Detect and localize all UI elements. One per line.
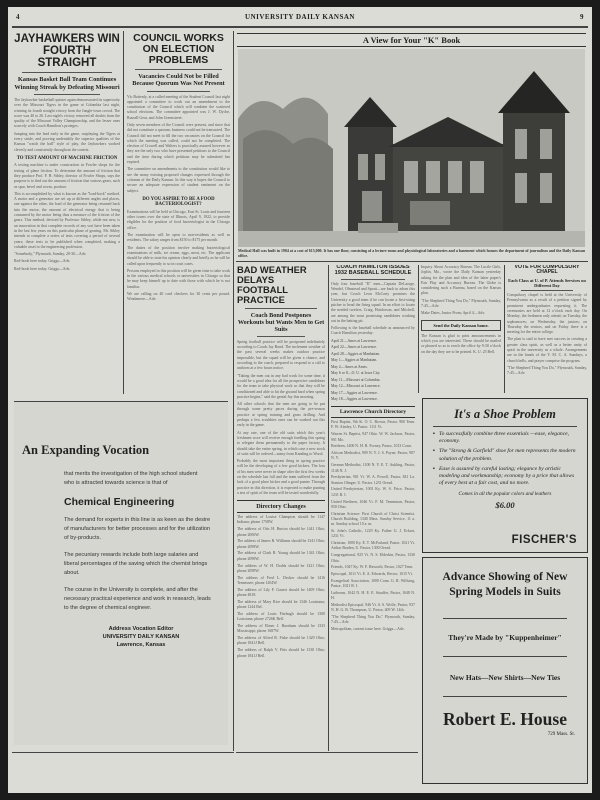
house-ad-line-1: Advance Showing of New bbox=[442, 571, 568, 583]
council-headline: COUNCIL WORKS ON ELECTION PROBLEMS bbox=[133, 33, 224, 67]
accuracy-body: Inquiry About Accuracy Bureau. The Lucile Girls, Joplin, Mo., wrote the Daily Kansan yesterday asking for the plan and idea of the latter paper's Fair Play and Accuracy Bureau. The Globe is considering such a Bureau, based on the Kansas plan. bbox=[421, 265, 501, 296]
baseball-body-1: Only four baseball "K" men—Captain DeLaorge, Wendel, Olmstead and Spratt—are back to adorn this year, but Coach Leon McCarty promises the University a good team if he can locate a first-string pitcher to head the firing squad. In an effort to locate the needed twirlers, Craig, Hutcheson, and Mitchell, are among the most promising candidates working out in the batting pit. bbox=[331, 281, 415, 323]
vocation-paragraph-2: The pecuniary rewards include both large salaries and liberal percentages of the saving which the chemist brings about. bbox=[64, 552, 208, 576]
shoe-ad bbox=[422, 398, 588, 553]
church-item: Christian, 1000 Ky. E. T. McFarland, Pastor, 1021 Vt. Arthur Braden, U. Pastor, 1300 Oread. bbox=[331, 541, 415, 551]
church-item: Evangelical Association, 1000 Conn. G. R. Willsing, Pastor, 1021 R. I. bbox=[331, 578, 415, 589]
schedule-item: May 6 or 8—O. U. at Iowa City. bbox=[331, 371, 381, 376]
jayhawkers-body-2: Jumping into the lead early in the game, outplaying the Tigers at every stride, and proving undeniably the superior qualities of the Kansas "watch the ball" style of play, the Jayhawkers worked cleverly and consistently throughout the contest. bbox=[14, 131, 120, 152]
council-deck: Vacancies Could Not be Filled Because Quorum Was Not Present bbox=[132, 73, 225, 88]
church-item: Warren St. Baptist, 947 Ohio. W. W. Jackson, Pastor, 901 Mo. bbox=[331, 432, 415, 442]
bullet-icon: ▪ bbox=[433, 465, 435, 472]
schedule-item: April 22—Ames at Lawrence. bbox=[331, 345, 377, 350]
vocation-paragraph-1: The demand for experts in this line is as keen as the desire of manufacturers for better processes and for the utilization of by-products. bbox=[64, 517, 211, 541]
football-body-5: Probably the most important thing in spring practice will be the developing of a few good kickers. The loss of his men were never in shape after the first few weeks on the schedule last fall and the team suffered from the lack of a good place kicker and a good punter. Through practice in this direction, it is expected to make punting a test of spirit of the team will be tested wonderfully. bbox=[237, 459, 325, 495]
church-directory-header: Lawrence Church Directory bbox=[331, 406, 415, 418]
directory-changes-list bbox=[237, 515, 325, 659]
bullet-icon: ▪ bbox=[433, 431, 435, 437]
medical-hall-photo bbox=[238, 49, 585, 247]
football-deck: Coach Bond Postpones Workouts but Wants Men to Get Suits bbox=[237, 311, 325, 333]
col5-ad-3: Send the Daily Kansan home. bbox=[421, 320, 501, 331]
col1-ad-2: Red-book here today. Griggs—Adv. bbox=[14, 259, 71, 264]
vocation-signature-line-1: Address Vocation Editor bbox=[108, 626, 174, 632]
shoe-ad-bullet-text: Ease is assured by careful lasting; elegance by artistic modeling and workmanship; economy by a price that allows of every best at a fair cost, and no more. bbox=[438, 465, 575, 487]
col1-ad-1: "Somebody," Plymouth, Sunday, 20-30—Adv. bbox=[14, 252, 87, 257]
directory-change-item: The address of James R. Williams should be 1341 Ohio; phone 2098W. bbox=[237, 539, 325, 549]
church-item: Episcopal, 1011 Vt. E. A. Edwards, Rector, 1015 Vt. bbox=[331, 572, 413, 577]
col6-ad: "The Shepherd Thing You Do," Plymouth, Sunday, 7:45—Adv. bbox=[507, 365, 587, 376]
masthead bbox=[8, 13, 592, 25]
church-item: German Methodist, 1100 N. Y. E. T. Aukling, Pastor, 1146 N. J. bbox=[331, 463, 415, 473]
schedule-item: May 11—Missouri at Columbia. bbox=[331, 377, 381, 382]
jayhawkers-deck: Kansas Basket Ball Team Continues Winning Streak by Defeating Missouri bbox=[14, 76, 120, 91]
col5-ad-1: "The Shepherd Thing You Do," Plymouth, Sunday, 7:45—Adv. bbox=[421, 298, 501, 309]
shoe-ad-bullet-text: The "Strong & Garfield" shoe for men represents the modern solution of the problem. bbox=[438, 448, 576, 462]
friction-body-1: A testing machine is under construction in Fowler shops for the testing of plane friction. To determine the amount of friction that they produce Prof. F. H. Sibley, director of Fowler Shops, says the purpose is to find out the amount of friction that various gears, such as spur, bevel and worm, produce. bbox=[14, 163, 120, 189]
column-accuracy bbox=[421, 265, 501, 395]
directory-change-item: The address of Clark R. Young should be 1341 Ohio; phone 2098W. bbox=[237, 551, 325, 561]
church-item: First Baptist, 9th St. O. C. Brown, Pastor. 900 Tenn. F. W. Aimley, U. Pastor. 1111 Vt. bbox=[331, 420, 415, 430]
bacteriologist-headline: DO YOU ASPIRE TO BE A FOOD BACTERIOLOGIST? bbox=[142, 196, 215, 208]
shoe-ad-bullet bbox=[433, 431, 577, 445]
shoe-ad-bullet bbox=[433, 448, 577, 462]
directory-change-item: The address of Otis H. Burton should be 1441 Ohio; phone 2006W. bbox=[237, 527, 325, 537]
chapel-body-1: Compulsory chapel is held at the University of Pennsylvania as a result of a petition signed by prominent undergraduates requesting it. The ceremonies are held at 12 o'clock each day. On Monday, the freshmen only attend; on Tuesday, the sophomores; on Wednesday, the juniors; on Thursday the seniors, and on Friday there is a meeting for the entire college. bbox=[507, 293, 587, 335]
jayhawkers-body-1: The Jayhawker basketball quintet again demonstrated its superiority over the Missouri Tigers in the game at Columbia last night, winning its fourth straight victory from the Jungle-town crowd. The score was 40 to 26. Last night's victory removed all doubts from the quality of the Missouri Valley Championship, and the lesser ones scarcely with Coach Hamilton's proteges. bbox=[14, 97, 120, 129]
schedule-item: May 12—Missouri at Lawrence. bbox=[331, 384, 381, 389]
col1-ad-3: Red-book here today. Griggs—Adv. bbox=[14, 266, 71, 271]
church-item: Presbyterian, 901 Vt. W. A. Powell, Pastor, 841 La. Stanton Olinger, U. Pastor. 1231 Oread. bbox=[331, 475, 415, 485]
church-item: Friends, 1047 Ky. W. F. Haworth, Pastor, 1027 Tenn. bbox=[331, 565, 414, 570]
vocation-signature bbox=[64, 625, 218, 649]
church-item: "The Shepherd Thing You Do," Plymouth, Sunday, 7:45—Adv. bbox=[331, 615, 415, 625]
church-item: Methodist Episcopal, 946 Vt. S. S. Wolfe, Pastor, 937 N. H. G. B. Thompson, U. Pastor, 409 W. 14th. bbox=[331, 603, 415, 613]
shoe-ad-price: $6.00 bbox=[495, 500, 515, 511]
baseball-schedule-list bbox=[331, 339, 415, 403]
football-body-4: At any rate, one of the old suits which this year's freshmen wore will receive enough fondling this spring to relegate them permanently to the paper factory. It should take the entire spring, in which case a new stock of suits will be ordered—many from Kanding to Wood. bbox=[237, 430, 325, 456]
friction-body-2: This is accomplished by what is known as the "load-back" method. A motor and a generator are set up at different angles and places, one against the other, the load of the generator being returned back into the motor, the amount of electrical energy that is being consumed by the motor being thus a measure of the friction of the gears. This method, devised by Professor Sibley, while not new, is an innovation in that complete records of any sort have been taken in the last few years on this particular phase of gearing. Mr. Sibley intends to complete a series of tests covering a period of several years; these tests to be published when completed, making a valuable asset to the engineering profession. bbox=[14, 191, 120, 249]
directory-change-item: The address of Louis Fitzhugh should be 1300 Louisiana; phone 2726K Bell. bbox=[237, 611, 325, 622]
bacteriologist-body-1: Examinations will be held at Chicago, East St. Louis and fourteen other towns over the state of Illinois, April 9, 1922, to provide eligibles for the position of food bacteriologist in the Chicago office. bbox=[127, 209, 230, 230]
football-body-3: All other schools that the men are going to be put through some pretty paces during the pre-season practice at spring training and grass drilling. And perhaps a few scrubbies ones can be washed out this early in the game. bbox=[237, 402, 325, 428]
medical-hall-building-image bbox=[238, 49, 585, 247]
shoe-ad-bullet bbox=[433, 466, 577, 488]
column-chapel bbox=[507, 265, 587, 395]
chapel-deck: Each Class at U. of P. Attends Services on Different Day bbox=[508, 277, 586, 288]
directory-change-item: The address of Lily F. Gauert should be 1409 Ohio; phone 4818. bbox=[237, 587, 325, 598]
schedule-item: May 1—Aggies at Manhattan. bbox=[331, 358, 378, 363]
football-headline: BAD WEATHER DELAYS FOOTBALL PRACTICE bbox=[237, 265, 307, 305]
directory-change-item: The address of Alfred R. Fiske should be 1329 Ohio; phone 1841J Bell. bbox=[237, 636, 325, 646]
column-baseball bbox=[331, 265, 415, 793]
vocation-field: Chemical Engineering bbox=[64, 496, 175, 508]
council-body-1: Vic Bottenly, at a called meeting of the Student Council last night appointed a committee to work out an amendment to the constitution of the Council which will combine the scattered school elections. The committee appointed was J. W. Dyche, Russell Gear, and John Greenstreet. bbox=[127, 94, 230, 120]
church-item: Brethren, 1400 N. H. R. Forney, Pastor, 1013 Conn. bbox=[331, 444, 412, 449]
directory-change-item: The address of W. H. Dodds should be 1321 Ohio; phone 2098W. bbox=[237, 563, 325, 573]
bacteriologist-body-2: The examination will be open to non-residents as well as residents. The salary ranges from $150 to $175 per month. bbox=[127, 233, 230, 243]
football-body-2: "Taking the men out in any bad work for some time, it would be a good idea for all the prospective candidates for the team to take physical work so that they will be conditioned and able to hit the ground hard when spring practice begins," said the genial Jay this morning. bbox=[237, 373, 325, 399]
church-item: Lutheran, 1042 N. H. E. E. Stauffer, Pastor, 1048 N. H. bbox=[331, 591, 415, 601]
schedule-item: May 2—Ames at Ames. bbox=[331, 364, 368, 369]
bacteriologist-body-3: The duties of the position involve making bacteriological examinations of milk, ice cream, eggs, meat, etc. The applicant should be able to state his opinion clearly and briefly as he will be called upon frequently to so in court cases. bbox=[127, 245, 230, 266]
house-ad-address: 729 Mass. St. bbox=[547, 731, 575, 737]
schedule-item: April 28—Aggies at Manhattan. bbox=[331, 351, 381, 356]
directory-change-item: The address of Ralph V. Fitts should be 1330 Ohio; phone 1841J Bell. bbox=[237, 648, 325, 658]
house-ad-line-3: They're Made by "Kuppenheimer" bbox=[448, 632, 562, 642]
column-football bbox=[237, 265, 325, 793]
col5-ad-2: Make Dates, Junior Prom; April 4—Adv. bbox=[421, 311, 486, 316]
vocation-intro: that merits the investigation of the high school student who is attracted towards science is that of bbox=[64, 471, 198, 486]
directory-changes-header: Directory Changes bbox=[237, 500, 325, 513]
council-body-3: The committee on amendments to the constitution would like to see the many existing proposed changes expressed through the columns of the Daily Kansan. In this way it hopes the Council to secure an adequate expression of student sentiment on the subject. bbox=[127, 167, 230, 193]
masthead-rule bbox=[12, 26, 588, 28]
church-item: United Presbyterian, 1001 Ky. W. S. Price, Pastor, 1231 R. I. bbox=[331, 487, 415, 497]
col2-ad: We are calling on 40 card checkers for 30 cents per pound. Windamere—Adv. bbox=[127, 292, 230, 302]
schedule-item: May 18—Aggies at Lawrence. bbox=[331, 397, 378, 402]
schedule-item: May 17—Aggies at Lawrence. bbox=[331, 390, 378, 395]
vocation-ad bbox=[14, 401, 228, 745]
vocation-paragraph-3: The course in the University is complete, and after the necessary practical experience and work in research, leads to the degree of chemical engineer. bbox=[64, 587, 211, 611]
shoe-ad-title: It's a Shoe Problem bbox=[454, 407, 556, 421]
chapel-body-2: The plan is said to have met success in creating a greater class spirit, as well as a better unity of spirit in the university as a whole. Arrangements are in the hands of the Y. M. C. A. Sundays, a church bells, and prayer comprise the program. bbox=[507, 337, 587, 363]
church-item: Metropolitan, current issue here. Griggs—Adv. bbox=[331, 627, 405, 632]
newspaper-title: UNIVERSITY DAILY KANSAN bbox=[245, 13, 355, 21]
bullet-icon: ▪ bbox=[433, 448, 435, 455]
shoe-ad-bullet-text: To successfully combine three essentials —ease, elegance, economy. bbox=[438, 431, 570, 445]
schedule-item: April 21—Ames at Lawrence. bbox=[331, 338, 377, 343]
football-body-1: Spring football practice will be postponed indefinitely according to Coach Jay Bond. The inclement weather of the past several weeks makes outdoor practice impossible, but the squad will be given a chance, and according to the coach, prepared to respond to a call to uniform at a few hours notice. bbox=[237, 339, 325, 371]
council-body-2: Only seven members of the Council were present, and since that did not constitute a quorum, business could not be transacted. The Council did not meet to fill the two vacancies on the Council for which the meeting was called, could not be completed. The election of Crowell and Walters is practically assured however as they are the only two who have presented petitions to the Council and the time during which petitions may be submitted has expired. bbox=[127, 123, 230, 165]
announcements-body: The Kansan is glad to print announcements in which you are interested. These should be mailed or phoned so as to reach the office by 9:30 o'clock on the day they are to be printed. K. U. 25 Bell. bbox=[421, 333, 501, 354]
house-ad bbox=[422, 557, 588, 784]
church-item: Congregational, 925 Vt. N. S. Elderkin, Pastor, 1330 Ohio. bbox=[331, 553, 415, 563]
newspaper-page bbox=[8, 7, 592, 793]
shoe-ad-bullets bbox=[423, 431, 587, 487]
column-council bbox=[127, 33, 230, 395]
vocation-signature-line-2: UNIVERSITY DAILY KANSAN bbox=[102, 634, 180, 640]
bacteriologist-body-4: Persons employed in this position will be given time to take work in the various medical schools or universities in Chicago so that he may keep himself up to date with those with which he is not familiar. bbox=[127, 268, 230, 289]
church-item: United Brethren, 1046 Vt. F. M. Tenneman, Pastor, 950 Ohio. bbox=[331, 499, 415, 509]
vocation-headline: An Expanding Vocation bbox=[22, 443, 150, 457]
page-number-left: 4 bbox=[16, 13, 20, 21]
directory-change-item: The address of Louise Champion should be 1147 Indiana; phone 1758W. bbox=[237, 515, 325, 525]
directory-change-item: The address of Fred L. Decker should be 1416 Tennessee; phone 1204W. bbox=[237, 575, 325, 585]
church-directory-list bbox=[331, 420, 415, 632]
shoe-ad-footer: Comes in all the popular colors and leathers bbox=[458, 491, 552, 498]
house-ad-line-2: Spring Models in Suits bbox=[449, 585, 561, 598]
shoe-ad-store: FISCHER'S bbox=[511, 534, 577, 546]
church-item: Christian Science: First Church of Christ Scientist. Church Building, 1340 Mass. Sunday Service, 11 a. m. Sunday school 10 a. m. bbox=[331, 511, 415, 527]
directory-change-item: The address of Elmer J. Burnham should be 1333 Mississippi; phone 1687W. bbox=[237, 624, 325, 634]
vocation-signature-line-3: Lawrence, Kansas bbox=[116, 642, 166, 648]
baseball-headline: COACH HAMILTON ISSUES 1932 BASEBALL SCHEDULE bbox=[334, 265, 412, 276]
chapel-headline: VOTE FOR COMPULSORY CHAPEL bbox=[514, 265, 580, 276]
friction-headline: TO TEST AMOUNT OF MACHINE FRICTION bbox=[16, 155, 118, 161]
photo-caption: Medical Hall was built in 1904 at a cost of $15,000. It has one floor, consisting of a lecture room and physiological laboratories and a basement which houses the department of journalism and the Daily Kansan office. bbox=[238, 249, 585, 258]
page-number-right: 9 bbox=[580, 13, 584, 21]
church-item: St. John's Catholic, 1229 Ky. Father G. J. Eckart, 1231 Vt. bbox=[331, 529, 415, 539]
church-item: African Methodist, 909 N. Y. J. S. Payne, Pastor, 907 N. Y. bbox=[331, 451, 415, 461]
baseball-body-2: Following is the baseball schedule as announced by Coach Hamilton yesterday: bbox=[331, 326, 415, 336]
house-ad-store: Robert E. House bbox=[443, 708, 567, 729]
directory-change-item: The address of Mary Rice should be 1346 Louisiana; phone 1244 Bel. bbox=[237, 599, 325, 610]
house-ad-line-4: New Hats—New Shirts—New Ties bbox=[449, 672, 561, 682]
view-header: A View for Your "K" Book bbox=[237, 33, 586, 47]
column-jayhawkers bbox=[14, 33, 120, 395]
jayhawkers-headline: JAYHAWKERS WIN FOURTH STRAIGHT bbox=[14, 33, 120, 70]
